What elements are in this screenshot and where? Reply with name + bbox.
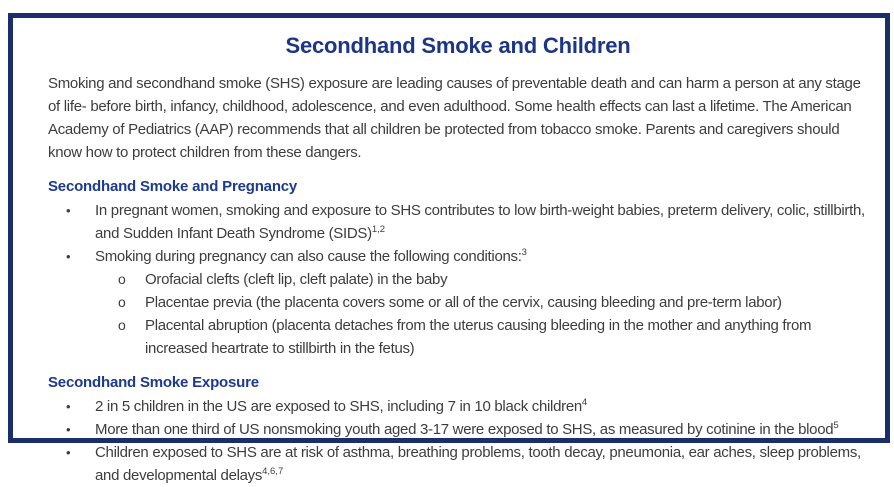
citation-superscript: 1,2 [371, 224, 386, 235]
citation-superscript: 3 [521, 247, 527, 258]
bullet-item [48, 441, 868, 487]
bullet-text: Children exposed to SHS are at risk of asthma, breathing problems, tooth decay, pneumonia, ear aches, sleep problems, and developmental delays$^{4,6,7}$ [95, 444, 861, 484]
bullet-text: Smoking during pregnancy can also cause the following conditions:$^3$ [95, 247, 527, 265]
sub-bullet-item [48, 291, 868, 314]
citation-superscript: 5 [833, 420, 839, 431]
sub-bullet-item [48, 314, 868, 360]
bullet-text: 2 in 5 children in the US are exposed to SHS, including 7 in 10 black children$^4$ [95, 397, 588, 415]
bullet-marker: • [66, 445, 71, 460]
section [48, 178, 868, 360]
bullet-marker: • [66, 422, 71, 437]
sections-container [48, 178, 868, 487]
citation-superscript: 4,6,7 [262, 466, 284, 477]
section [48, 374, 868, 487]
bullet-text: More than one third of US nonsmoking youth aged 3-17 were exposed to SHS, as measured by cotinine in the blood$^5$ [95, 420, 839, 438]
section-heading: Secondhand Smoke Exposure [48, 374, 259, 391]
circle-marker: o [118, 317, 126, 333]
section-heading: Secondhand Smoke and Pregnancy [48, 178, 298, 195]
bullet-text: Orofacial clefts (cleft lip, cleft palate) in the baby [145, 271, 448, 288]
bullet-marker: • [66, 399, 71, 414]
sub-bullet-item [48, 268, 868, 291]
bullet-text: Placentae previa (the placenta covers some or all of the cervix, causing bleeding and pre-term labor) [145, 294, 782, 311]
citation-superscript: 4 [581, 397, 588, 408]
document-border-frame [8, 13, 890, 484]
bullet-item [48, 418, 868, 441]
bullet-text: In pregnant women, smoking and exposure to SHS contributes to low birth-weight babies, preterm delivery, colic, stillbirth, and Sudden Infant Death Syndrome (SIDS)$^{1,2}$ [95, 202, 865, 242]
circle-marker: o [118, 271, 126, 287]
intro-paragraph: Smoking and secondhand smoke (SHS) exposure are leading causes of preventable death and can harm a person at any stage of life- before birth, infancy, childhood, adolescence, and even adulthood. Some health effects can last a lifetime. The American Academy of Pediatrics (AAP) recommends that all children be protected from tobacco smoke. Parents and caregivers should know how to protect children from these dangers. [48, 75, 861, 161]
bullet-text: Placental abruption (placenta detaches from the uterus causing bleeding in the mother and anything from increased heartrate to stillbirth in the fetus) [145, 317, 812, 357]
bullet-marker: • [66, 249, 71, 264]
document-title: Secondhand Smoke and Children [285, 33, 631, 58]
circle-marker: o [118, 294, 126, 310]
bullet-item [48, 395, 868, 418]
bullet-item [48, 245, 868, 268]
bullet-item [48, 199, 868, 245]
bullet-marker: • [66, 203, 71, 218]
